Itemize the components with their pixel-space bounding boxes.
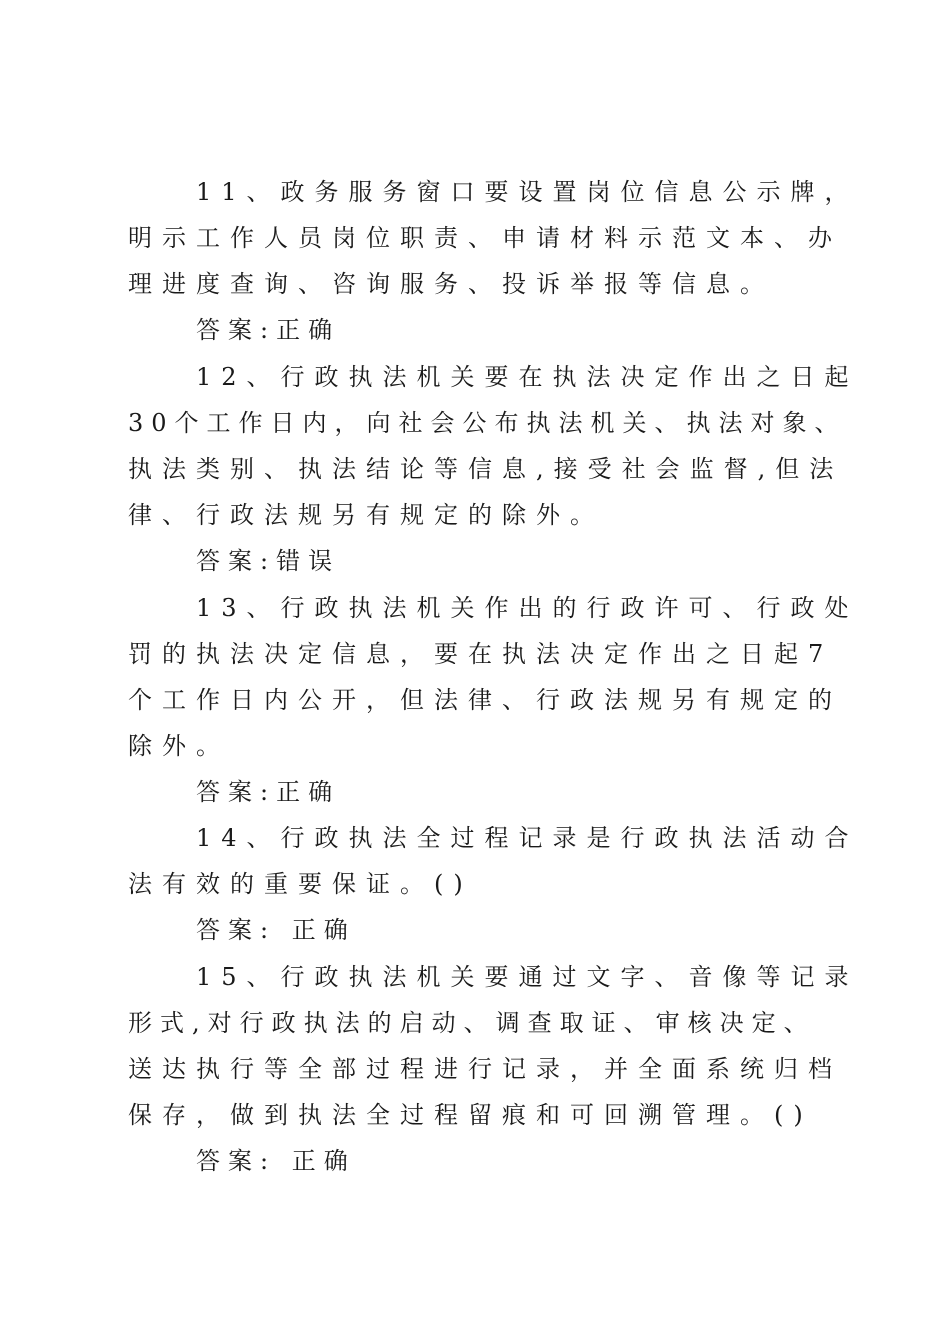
question-14-line-2: 法有效的重要保证。() (128, 870, 473, 898)
question-12-line-4: 律、行政法规另有规定的除外。 (128, 501, 604, 529)
question-15-answer: 答案: 正确 (196, 1147, 356, 1175)
question-12-line-2: 30个工作日内，向社会公布执法机关、执法对象、 (128, 409, 847, 437)
question-13-line-4: 除外。 (128, 732, 230, 760)
question-11-line-2: 明示工作人员岗位职责、申请材料示范文本、办 (128, 224, 842, 252)
question-13-answer: 答案:正确 (196, 778, 341, 806)
question-12-answer: 答案:错误 (196, 547, 341, 575)
question-11-answer: 答案:正确 (196, 316, 341, 344)
question-13-line-3: 个工作日内公开，但法律、行政法规另有规定的 (128, 686, 842, 714)
question-13-line-1: 13、行政执法机关作出的行政许可、行政处 (196, 594, 859, 622)
question-15-line-3: 送达执行等全部过程进行记录，并全面系统归档 (128, 1055, 842, 1083)
question-14-line-1: 14、行政执法全过程记录是行政执法活动合 (196, 824, 859, 852)
question-12-line-3: 执法类别、执法结论等信息,接受社会监督,但法 (128, 455, 844, 483)
question-12-line-1: 12、行政执法机关要在执法决定作出之日起 (196, 363, 859, 391)
question-11-line-1: 11、政务服务窗口要设置岗位信息公示牌， (196, 178, 859, 206)
question-11-line-3: 理进度查询、咨询服务、投诉举报等信息。 (128, 270, 774, 298)
question-15-line-2: 形式,对行政执法的启动、调查取证、审核决定、 (128, 1009, 816, 1037)
question-14-answer: 答案: 正确 (196, 916, 356, 944)
question-15-line-4: 保存，做到执法全过程留痕和可回溯管理。() (128, 1101, 813, 1129)
question-13-line-2: 罚的执法决定信息，要在执法决定作出之日起7 (128, 640, 834, 668)
question-15-line-1: 15、行政执法机关要通过文字、音像等记录 (196, 963, 859, 991)
